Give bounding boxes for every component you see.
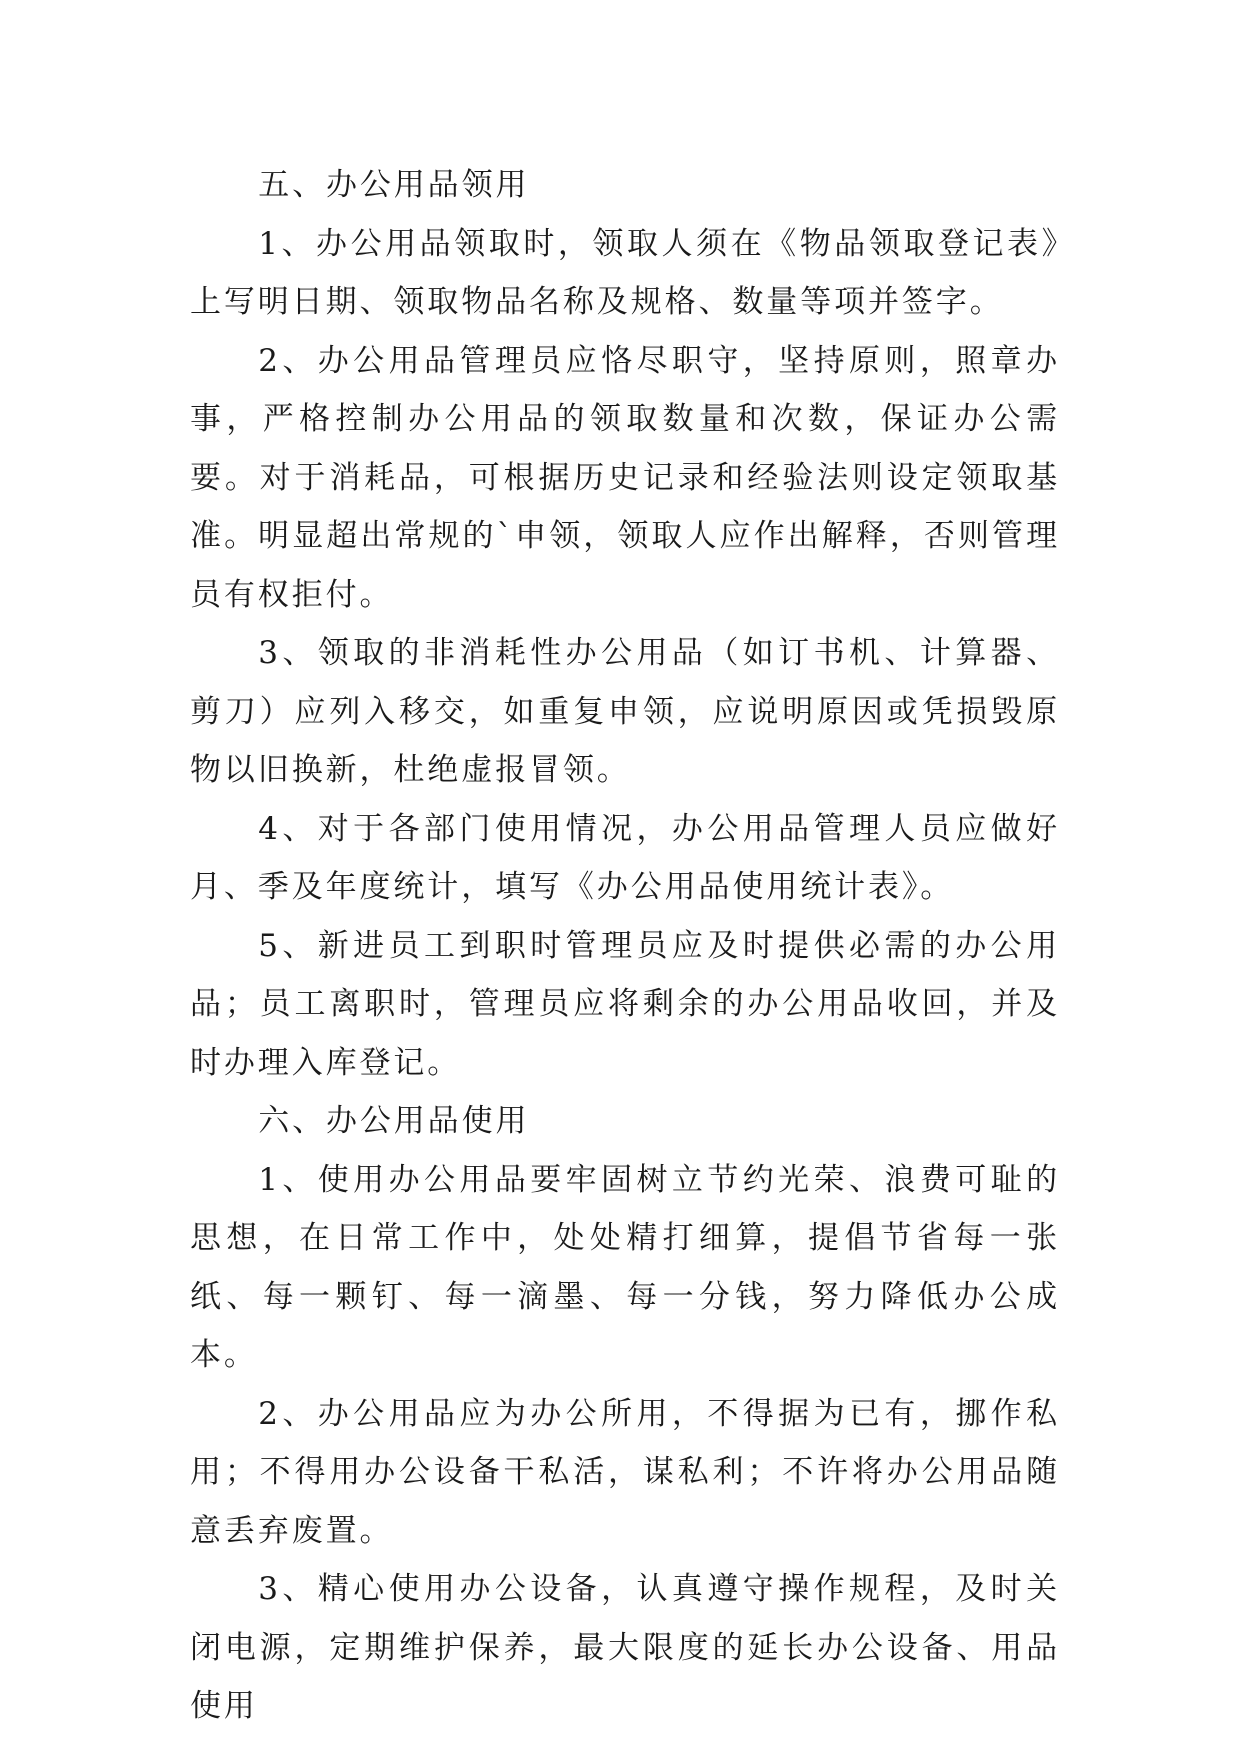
section6-item-1: 1、使用办公用品要牢固树立节约光荣、浪费可耻的思想，在日常工作中，处处精打细算，提倡节省每一张纸、每一颗钉、每一滴墨、每一分钱，努力降低办公成本。 <box>190 1161 1060 1373</box>
section6-item-3: 3、精心使用办公设备，认真遵守操作规程，及时关闭电源，定期维护保养，最大限度的延长办公设备、用品使用 <box>190 1571 1060 1724</box>
section-heading-5: 五、办公用品领用 <box>258 167 530 203</box>
section6-item-2: 2、办公用品应为办公所用，不得据为已有，挪作私用；不得用办公设备干私活，谋私利；不许将办公用品随意丢弃废置。 <box>190 1395 1060 1549</box>
section5-item-2: 2、办公用品管理员应恪尽职守，坚持原则，照章办事，严格控制办公用品的领取数量和次数，保证办公需要。对于消耗品，可根据历史记录和经验法则设定领取基准。明显超出常规的`申领，领取人应作出解释，否则管理员有权拒付。 <box>190 342 1060 613</box>
section5-item-4: 4、对于各部门使用情况，办公用品管理人员应做好月、季及年度统计，填写《办公用品使用统计表》。 <box>190 810 1060 905</box>
section5-item-1: 1、办公用品领取时，领取人须在《物品领取登记表》上写明日期、领取物品名称及规格、数量等项并签字。 <box>190 225 1060 320</box>
section5-item-3: 3、领取的非消耗性办公用品（如订书机、计算器、剪刀）应列入移交，如重复申领，应说明原因或凭损毁原物以旧换新，杜绝虚报冒领。 <box>190 635 1060 788</box>
section-heading-6: 六、办公用品使用 <box>258 1103 530 1139</box>
document-body <box>190 156 1060 1736</box>
section5-item-5: 5、新进员工到职时管理员应及时提供必需的办公用品；员工离职时，管理员应将剩余的办公用品收回，并及时办理入库登记。 <box>190 927 1060 1081</box>
